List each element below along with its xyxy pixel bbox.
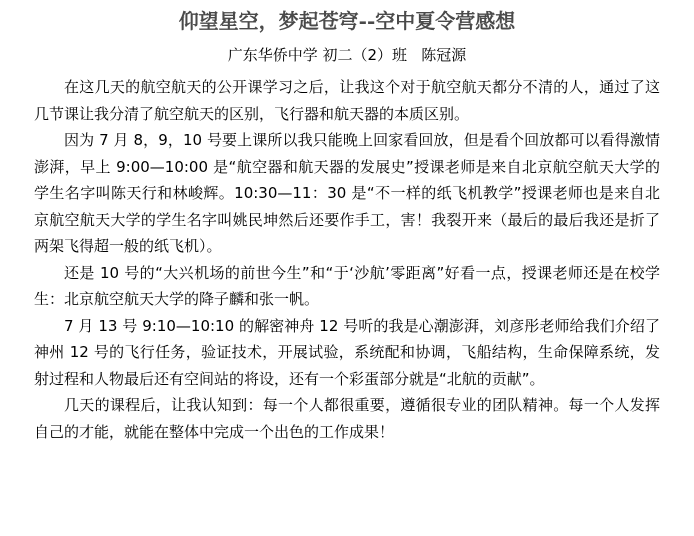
paragraph-2: 因为 7 月 8，9，10 号要上课所以我只能晚上回家看回放，但是看个回放都可以看得激情澎湃，早上 9:00—10:00 是“航空器和航天器的发展史”授课老师是来自北京航空航天大学的学生名字叫陈天行和林峻辉。10:30—11：30 是“不一样的纸飞机教学”授课老师也是来自北京航空航天大学的学生名字叫姚民坤然后还要作手工，害！我裂开来（最后的最后我还是折了两架飞得超一般的纸飞机）。 — [34, 131, 660, 255]
paragraph-4: 7 月 13 号 9:10—10:10 的解密神舟 12 号听的我是心潮澎湃，刘彦彤老师给我们介绍了神州 12 号的飞行任务，验证技术，开展试验，系统配和协调，飞船结构，生命保障系统，发射过程和人物最后还有空间站的将设，还有一个彩蛋部分就是“北航的贡献”。 — [34, 316, 660, 388]
paragraph-1: 在这几天的航空航天的公开课学习之后，让我这个对于航空航天都分不清的人，通过了这几节课让我分清了航空航天的区别，飞行器和航天器的本质区别。 — [34, 78, 660, 123]
author-byline: 广东华侨中学 初二（2）班 陈冠源 — [227, 46, 467, 64]
paragraph-3: 还是 10 号的“大兴机场的前世今生”和“于‘沙航’零距离”好看一点，授课老师还是在校学生：北京航空航天大学的降子麟和张一帆。 — [34, 263, 660, 308]
paragraph-5: 几天的课程后，让我认知到：每一个人都很重要，遵循很专业的团队精神。每一个人发挥自己的才能，就能在整体中完成一个出色的工作成果！ — [34, 396, 660, 441]
document-title: 仰望星空，梦起苍穹--空中夏令营感想 — [178, 9, 516, 33]
